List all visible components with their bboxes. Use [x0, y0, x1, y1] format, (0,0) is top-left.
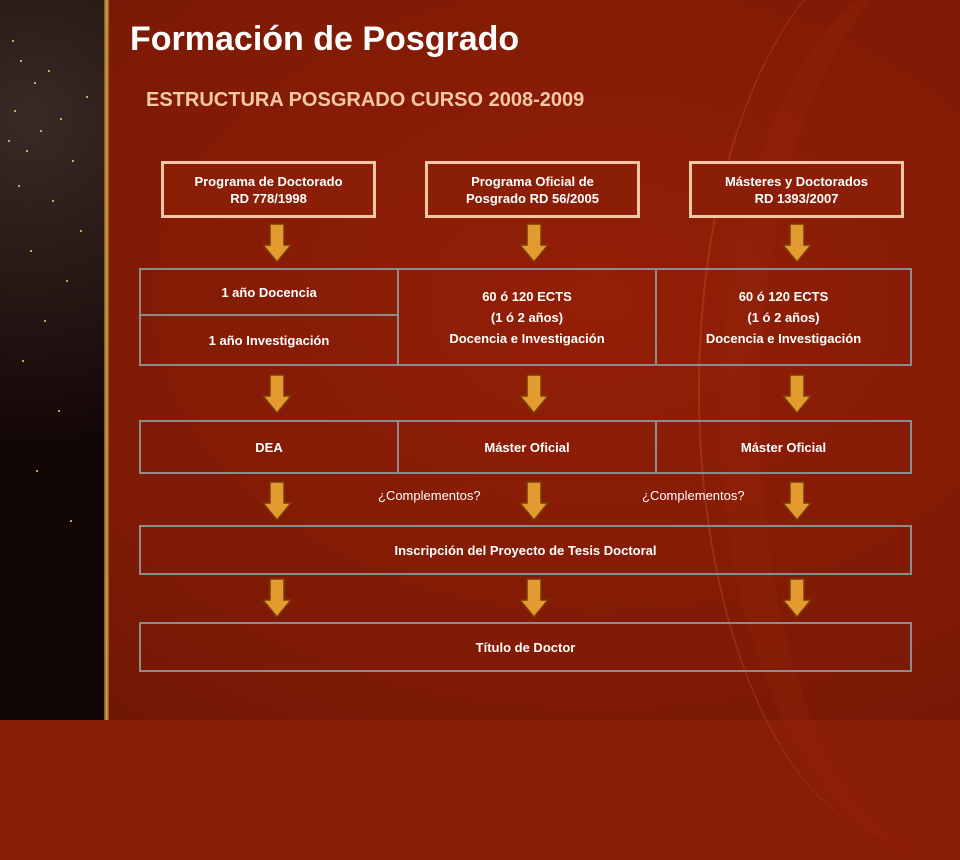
- cell-text: Docencia e Investigación: [705, 330, 862, 346]
- cell-inscripcion-tesis: [139, 525, 912, 575]
- program-box-masteres: [689, 161, 904, 218]
- earth-night-image: [0, 0, 104, 720]
- program-line-2: RD 1393/2007: [754, 190, 839, 206]
- program-line-2: RD 778/1998: [230, 190, 307, 206]
- cell-ano-docencia: [139, 268, 399, 316]
- down-arrow-icon: [519, 578, 549, 618]
- program-line-1: Programa Oficial de: [471, 173, 594, 189]
- cell-text: Inscripción del Proyecto de Tesis Doctoral: [394, 542, 657, 558]
- down-arrow-icon: [519, 481, 549, 521]
- program-box-doctorado: [161, 161, 376, 218]
- cell-dea: [139, 420, 399, 474]
- cell-text: 60 ó 120 ECTS: [738, 288, 829, 304]
- down-arrow-icon: [262, 578, 292, 618]
- cell-ects-masteres: [655, 268, 912, 366]
- cell-ects-posgrado: [397, 268, 657, 366]
- cell-master-oficial: [655, 420, 912, 474]
- cell-text: (1 ó 2 años): [747, 309, 820, 325]
- complementos-label: ¿Complementos?: [378, 488, 481, 503]
- page-subtitle: ESTRUCTURA POSGRADO CURSO 2008-2009: [146, 89, 585, 111]
- program-line-1: Másteres y Doctorados: [724, 173, 869, 189]
- cell-text: Título de Doctor: [475, 639, 576, 655]
- down-arrow-icon: [519, 223, 549, 263]
- cell-text: 60 ó 120 ECTS: [482, 288, 572, 304]
- down-arrow-icon: [782, 578, 812, 618]
- page-title: Formación de Posgrado: [130, 20, 520, 58]
- down-arrow-icon: [262, 223, 292, 263]
- cell-text: 1 año Investigación: [208, 332, 330, 348]
- cell-ano-investigacion: [139, 314, 399, 366]
- gold-divider: [104, 0, 109, 720]
- cell-titulo-doctor: [139, 622, 912, 672]
- down-arrow-icon: [782, 223, 812, 263]
- down-arrow-icon: [262, 481, 292, 521]
- cell-text: Docencia e Investigación: [449, 330, 605, 346]
- program-box-posgrado: [425, 161, 640, 218]
- down-arrow-icon: [262, 374, 292, 414]
- cell-text: (1 ó 2 años): [490, 309, 564, 325]
- down-arrow-icon: [782, 374, 812, 414]
- cell-text: DEA: [255, 439, 283, 455]
- down-arrow-icon: [519, 374, 549, 414]
- cell-text: 1 año Docencia: [221, 284, 317, 300]
- cell-text: Máster Oficial: [740, 439, 827, 455]
- cell-text: Máster Oficial: [484, 439, 570, 455]
- program-line-2: Posgrado RD 56/2005: [466, 190, 599, 206]
- complementos-label: ¿Complementos?: [642, 488, 745, 503]
- down-arrow-icon: [782, 481, 812, 521]
- cell-master-oficial: [397, 420, 657, 474]
- program-line-1: Programa de Doctorado: [194, 173, 343, 189]
